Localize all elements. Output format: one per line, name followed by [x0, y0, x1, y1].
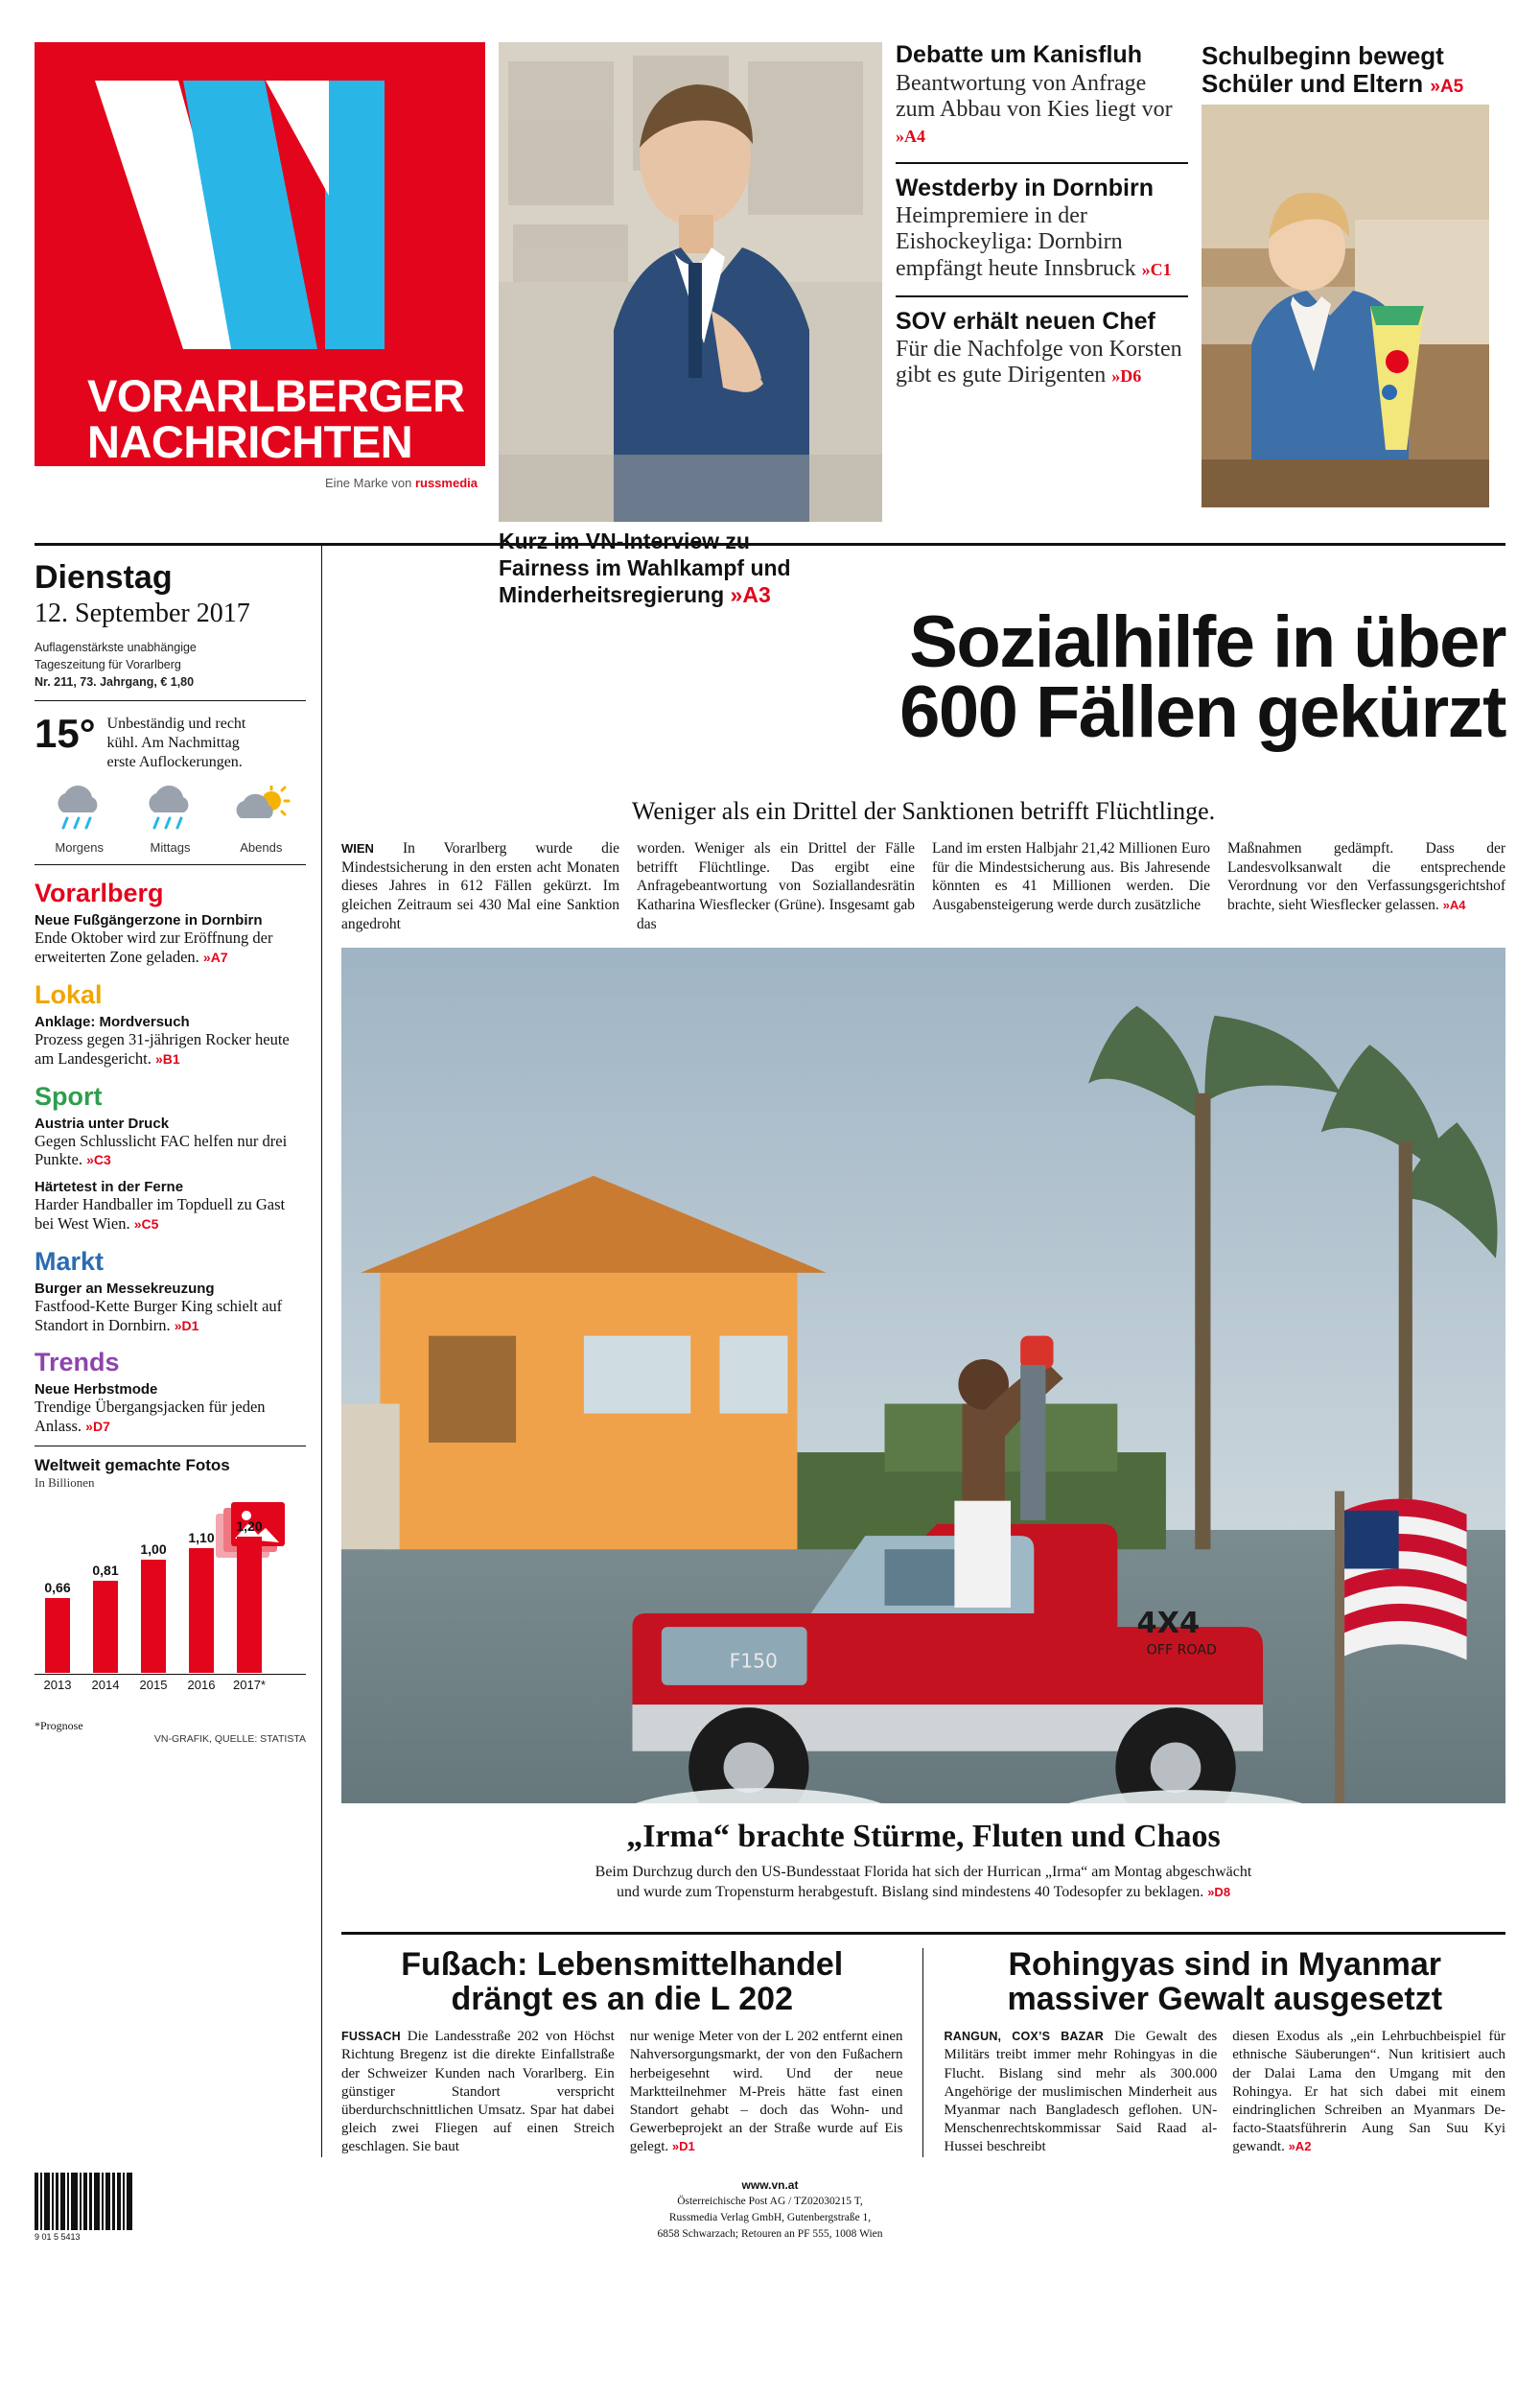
date-full: 12. September 2017: [35, 599, 250, 628]
section-markt: [35, 1247, 306, 1335]
section-item-title: Härtetest in der Ferne: [35, 1179, 184, 1196]
kurz-caption-ref[interactable]: »A3: [730, 582, 771, 608]
school-teaser-ref[interactable]: »A5: [1430, 76, 1464, 97]
section-item[interactable]: [35, 1116, 306, 1170]
imprint-line-2: Tageszeitung für Vorarlberg: [35, 658, 181, 672]
story-column-1: RANGUN, COX’S BAZAR Die Gewalt des Militärs treibt immer mehr Rohingyas in die Flucht. Bislang sind mehr als 300.000 Angehörige der muslimischen Minderheit aus Myanmar nach Bangladesch geflohen. UN-Menschenrechtskommissar Said Raad al-Hussei beschreibt: [944, 2029, 1218, 2155]
section-title: Sport: [35, 1081, 103, 1111]
weather-widget: [35, 711, 306, 772]
weather-slot-label: Morgens: [55, 840, 104, 856]
story-rohingya[interactable]: [944, 1945, 1506, 2157]
chart-bar-category: 2014: [91, 1677, 120, 1692]
hero-caption-title: „Irma“ brachte Stürme, Fluten und Chaos: [626, 1819, 1221, 1855]
section-item[interactable]: [35, 1281, 306, 1335]
hurricane-flood-photo-image: [341, 948, 1505, 1916]
weather-slot-label: Mittags: [150, 840, 191, 856]
weather-description: Unbeständig und recht kühl. Am Nachmittag erste Auflockerungen.: [106, 716, 246, 771]
lead-column-2: worden. Weniger als ein Drittel der Fälle betrifft Flüchtlinge. Das ergibt eine Anfragebeantwortung von Soziallandesrätin Katharina Wiesflecker (Grüne). Insgesamt gab das: [637, 839, 915, 933]
story-columns: [945, 2028, 1506, 2156]
teaser-title: SOV erhält neuen Chef: [896, 307, 1155, 335]
section-lokal: [35, 980, 306, 1069]
kurz-caption-line-1: Kurz im VN-Interview zu: [499, 529, 750, 553]
chart-bar-category: 2013: [43, 1677, 72, 1692]
hero-caption-text: Beim Durchzug durch den US-Bundesstaat Florida hat sich der Hurrican „Irma“ am Montag abgeschwächt und wurde zum Tropensturm herabgestuft. Bislang sind mindestens 40 Todesopfer zu beklagen. »D8: [595, 1864, 1252, 1901]
logo-line-1: VORARLBERGER: [87, 370, 465, 421]
portrait-photo-image: [499, 42, 882, 522]
logo-line-2: NACHRICHTEN: [87, 416, 413, 468]
section-item-text: Trendige Übergangsjacken für jeden Anlass. »D7: [35, 1398, 266, 1436]
chart-bar-value: 1,00: [140, 1540, 167, 1557]
vn-monogram-icon: [87, 71, 423, 349]
vn-logo-mark: [35, 42, 485, 373]
school-teaser[interactable]: [1202, 42, 1489, 537]
chart-note: *Prognose: [35, 1718, 83, 1732]
section-title: Markt: [35, 1246, 105, 1276]
chart-bar-category: 2015: [139, 1677, 168, 1692]
section-item-text: Gegen Schlusslicht FAC helfen nur drei Punkte. »C3: [35, 1131, 288, 1169]
content-area: [35, 546, 1505, 2157]
section-vorarlberg: [35, 879, 306, 967]
barcode-number: 9 01 5 5413: [35, 2231, 81, 2242]
teaser-item[interactable]: [896, 176, 1188, 297]
lead-column-4: Maßnahmen gedämpft. Dass der Landesvolksanwalt die entsprechende Verordnung vor den Verfassungsgerichtshof brachte, sieht Wiesflecker gelassen. »A4: [1227, 839, 1505, 914]
teaser-ref[interactable]: »C1: [1141, 259, 1172, 279]
teaser-title: Westderby in Dornbirn: [896, 174, 1155, 201]
story-ref[interactable]: »A2: [1288, 2139, 1312, 2154]
logo-wordmark: [35, 370, 485, 468]
sun-cloud-icon: [231, 786, 291, 832]
story-headline: Rohingyas sind in Myanmar massiver Gewalt ausgesetzt: [1007, 1945, 1443, 2017]
dateline-place: WIEN: [341, 840, 374, 856]
website-url[interactable]: www.vn.at: [741, 2177, 799, 2192]
kurz-story[interactable]: [499, 42, 882, 608]
section-item-text: Prozess gegen 31-jährigen Rocker heute am Landesgericht. »B1: [35, 1029, 290, 1068]
hero-caption-ref[interactable]: »D8: [1207, 1885, 1231, 1900]
weather-slots: [35, 786, 306, 855]
bottom-stories: [341, 1932, 1505, 2157]
section-title: Trends: [35, 1348, 120, 1377]
section-item-text: Fastfood-Kette Burger King schielt auf Standort in Dornbirn. »D1: [35, 1296, 283, 1334]
teaser-column: [896, 42, 1188, 537]
chart-bar-value: 1,20: [236, 1517, 263, 1534]
lead-column-3: Land im ersten Halbjahr 21,42 Millionen Euro für die Mindestsicherung aus. Bis Jahresende könnten es 41 Millionen werden. Die Ausgabensteigerung werde durch zusätzliche: [932, 839, 1210, 914]
vn-logo: [35, 42, 485, 466]
chart-bar-value: 1,10: [188, 1529, 215, 1545]
hero-caption: [341, 1803, 1505, 1916]
story-column-1: FUSSACH Die Landesstraße 202 von Höchst Richtung Bregenz ist die direkte Einfallstraße der Schweizer Kunden nach Vorarlberg. Ein günstiger Standort verspricht überdurchschnittlichen Umsatz. Spar hat dabei gleich zwei Fliegen auf einen Streich geschlagen. Sie baut: [341, 2029, 615, 2155]
chart-bar-category: 2017*: [233, 1677, 266, 1692]
chart-bar: [136, 1540, 171, 1692]
footer-line-1: Österreichische Post AG / TZ02030215 T,: [677, 2195, 863, 2207]
brand-note-brand: russmedia: [414, 475, 478, 490]
brand-note: [35, 466, 485, 490]
subheadline: Weniger als ein Drittel der Sanktionen betrifft Flüchtlinge.: [631, 796, 1216, 825]
footer-line-3: 6858 Schwarzach; Retouren an PF 555, 1008 Wien: [657, 2228, 883, 2241]
section-item-ref[interactable]: »A7: [202, 950, 228, 966]
teaser-item[interactable]: [896, 309, 1188, 403]
chart-bar-category: 2016: [187, 1677, 216, 1692]
section-item[interactable]: [35, 1179, 306, 1234]
section-item[interactable]: [35, 1381, 306, 1436]
chart-subtitle: In Billionen: [35, 1474, 95, 1490]
story-fussach[interactable]: [341, 1945, 923, 2157]
teaser-text: Für die Nachfolge von Korsten gibt es gute Dirigenten »D6: [896, 337, 1182, 388]
rail-divider: [35, 700, 306, 701]
kurz-photo: [499, 42, 882, 522]
chart-plot-area: [35, 1502, 306, 1694]
chart-bar: [232, 1517, 267, 1692]
imprint-line-1: Auflagenstärkste unabhängige: [35, 641, 197, 654]
page-title: [341, 600, 1505, 753]
section-item-title: Austria unter Druck: [35, 1115, 170, 1132]
weather-slot-label: Abends: [240, 840, 283, 856]
section-item-text: Ende Oktober wird zur Eröffnung der erweiterten Zone geladen. »A7: [35, 929, 273, 967]
story-column-2: diesen Exodus als „ein Lehrbuchbeispiel für ethnische Säuberungen“. Nun kritisiert auch der Dalai Lama den Umgang mit den Rohingya. Er hat sich dabei mit einem eindringlichen Schreiben an Myanmars De-facto-Staatsführerin Aung San Suu Kyi gewandt. »A2: [1232, 2029, 1505, 2155]
lead-paragraph-columns: [341, 839, 1505, 934]
chart-bars: [40, 1517, 306, 1692]
date-day: Dienstag: [35, 559, 173, 596]
main-column: [322, 546, 1505, 2157]
teaser-ref[interactable]: »A4: [896, 126, 925, 146]
section-item[interactable]: [35, 1014, 306, 1069]
logo-column: [35, 42, 485, 537]
section-title: Lokal: [35, 979, 103, 1009]
section-item-ref[interactable]: »C5: [133, 1215, 159, 1232]
kurz-caption-line-2: Fairness im Wahlkampf und: [499, 555, 791, 581]
story-headline: Fußach: Lebensmittelhandel drängt es an die L 202: [401, 1945, 844, 2017]
dateline-place: FUSSACH: [341, 2030, 401, 2044]
imprint: [35, 639, 306, 691]
svg-text:F150: F150: [729, 1649, 778, 1673]
chart-bar: [184, 1529, 219, 1692]
chart-bar-value: 0,81: [92, 1562, 119, 1578]
imprint-line-3: Nr. 211, 73. Jahrgang, € 1,80: [35, 675, 195, 690]
weather-slot-morning: [35, 786, 124, 855]
section-sport: [35, 1082, 306, 1234]
rail-divider: [35, 864, 306, 865]
weather-slot-midday: [126, 786, 215, 855]
chart-source: VN-GRAFIK, QUELLE: STATISTA: [153, 1732, 306, 1745]
school-teaser-title: Schulbeginn bewegt Schüler und Eltern »A5: [1202, 41, 1464, 98]
section-item-title: Anklage: Mordversuch: [35, 1013, 190, 1030]
section-item-title: Neue Herbstmode: [35, 1381, 158, 1399]
story-column-2: nur wenige Meter von der L 202 entfernt einen Nahversorgungsmarkt, der von den Fußachern herbeigesehnt wird. Und der neue Marktteilnehmer M-Preis hätte fast einen Standort gehabt – doch das Wohn- und Gewerbeprojekt an der Straße wurde auf Eis gelegt. »D1: [629, 2029, 903, 2155]
rain-icon: [50, 786, 109, 832]
chart-bar: [88, 1562, 123, 1692]
rain-icon: [141, 786, 200, 832]
footer-line-2: Russmedia Verlag GmbH, Gutenbergstraße 1,: [668, 2212, 872, 2224]
teaser-text: Beantwortung von Anfrage zum Abbau von Kies liegt vor »A4: [896, 70, 1173, 146]
barcode: [35, 2173, 150, 2244]
section-item-ref[interactable]: »C3: [86, 1152, 111, 1168]
section-item-title: Neue Fußgängerzone in Dornbirn: [35, 912, 263, 929]
chart-title: Weltweit gemachte Fotos: [35, 1455, 230, 1474]
lead-column-1: WIEN In Vorarlberg wurde die Mindestsicherung in den ersten acht Monaten dieses Jahres in 612 Fällen gekürzt. Im gleichen Zeitraum sei 430 Mal eine Sanktion angedroht: [341, 839, 619, 933]
teaser-title: Debatte um Kanisfluh: [896, 41, 1142, 68]
left-rail: [35, 546, 322, 2157]
footer-imprint: [167, 2176, 1373, 2244]
page-footer: [35, 2173, 1505, 2244]
section-item-text: Harder Handballer im Topduell zu Gast bei West Wien. »C5: [35, 1195, 286, 1233]
svg-text:OFF ROAD: OFF ROAD: [1146, 1642, 1217, 1658]
section-item[interactable]: [35, 912, 306, 967]
weather-slot-evening: [217, 786, 306, 855]
section-item-ref[interactable]: »D7: [85, 1419, 110, 1435]
hero-photo: [341, 948, 1505, 1916]
school-photo: [1202, 105, 1489, 507]
chart-bar: [40, 1579, 75, 1692]
barcode-lines: [35, 2173, 150, 2230]
section-item-ref[interactable]: »D1: [174, 1317, 199, 1333]
headline-line-2: 600 Fällen gekürzt: [899, 670, 1505, 753]
kurz-caption-line-3: Minderheitsregierung »A3: [499, 582, 771, 608]
teaser-ref[interactable]: »D6: [1111, 366, 1142, 387]
svg-text:4X4: 4X4: [1136, 1607, 1201, 1641]
dateline-place: RANGUN, COX’S BAZAR: [944, 2030, 1104, 2044]
statistics-chart: [35, 1446, 306, 1745]
weather-temperature: 15°: [35, 711, 96, 757]
brand-note-prefix: Eine Marke von: [325, 475, 415, 490]
headline-line-1: Sozialhilfe in über: [909, 600, 1505, 683]
story-ref[interactable]: »D1: [671, 2139, 695, 2154]
chart-bar-value: 0,66: [44, 1579, 71, 1595]
section-item-title: Burger an Messekreuzung: [35, 1280, 215, 1297]
section-title: Vorarlberg: [35, 879, 164, 908]
teaser-item[interactable]: [896, 42, 1188, 164]
school-photo-image: [1202, 105, 1489, 507]
teaser-text: Heimpremiere in der Eishockeyliga: Dornbirn empfängt heute Innsbruck »C1: [896, 203, 1172, 281]
story-columns: [341, 2028, 903, 2156]
lead-ref[interactable]: »A4: [1442, 898, 1466, 913]
chart-axis: [35, 1674, 306, 1675]
section-trends: [35, 1348, 306, 1436]
section-item-ref[interactable]: »B1: [155, 1050, 180, 1067]
